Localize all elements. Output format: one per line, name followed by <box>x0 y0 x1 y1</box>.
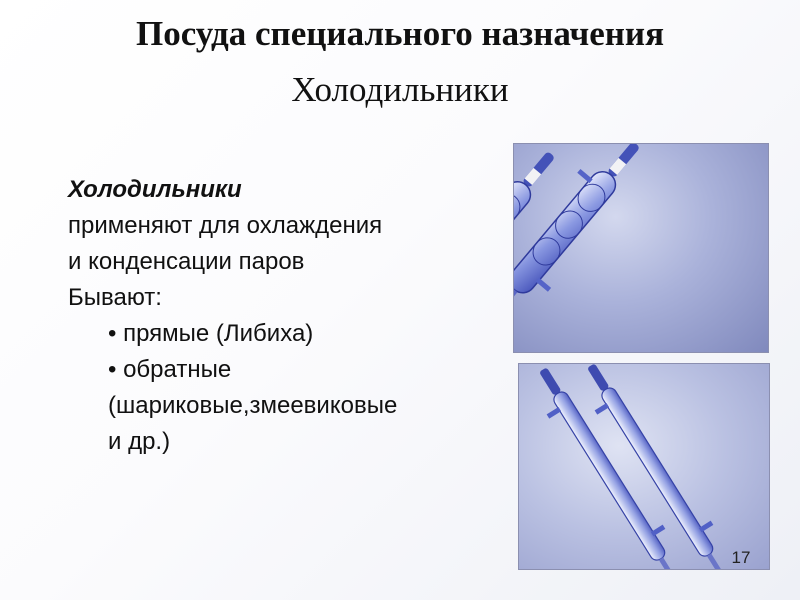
bullet-straight: • прямые (Либиха) <box>108 320 314 347</box>
slide-title: Посуда специального назначения <box>135 14 665 53</box>
bullet-reflux-detail: (шариковые,змеевиковые <box>108 392 398 419</box>
bullet-reflux: • обратные <box>108 356 232 383</box>
term-heading: Холодильники <box>68 176 242 203</box>
body-line-purpose: применяют для охлаждения <box>68 212 383 239</box>
bulb-condensers-illustration <box>514 144 768 352</box>
photo-bulb-condensers <box>513 143 769 353</box>
liebig-condensers-illustration <box>519 364 769 569</box>
slide-body <box>68 172 498 460</box>
page-number: 17 <box>731 548 751 567</box>
bullet-reflux-detail-end: и др.) <box>108 428 171 455</box>
body-line-types: Бывают: <box>68 284 162 311</box>
photo-liebig-condensers <box>518 363 770 570</box>
slide-subtitle: Холодильники <box>291 70 509 109</box>
body-line-purpose-cont: и конденсации паров <box>68 248 305 275</box>
